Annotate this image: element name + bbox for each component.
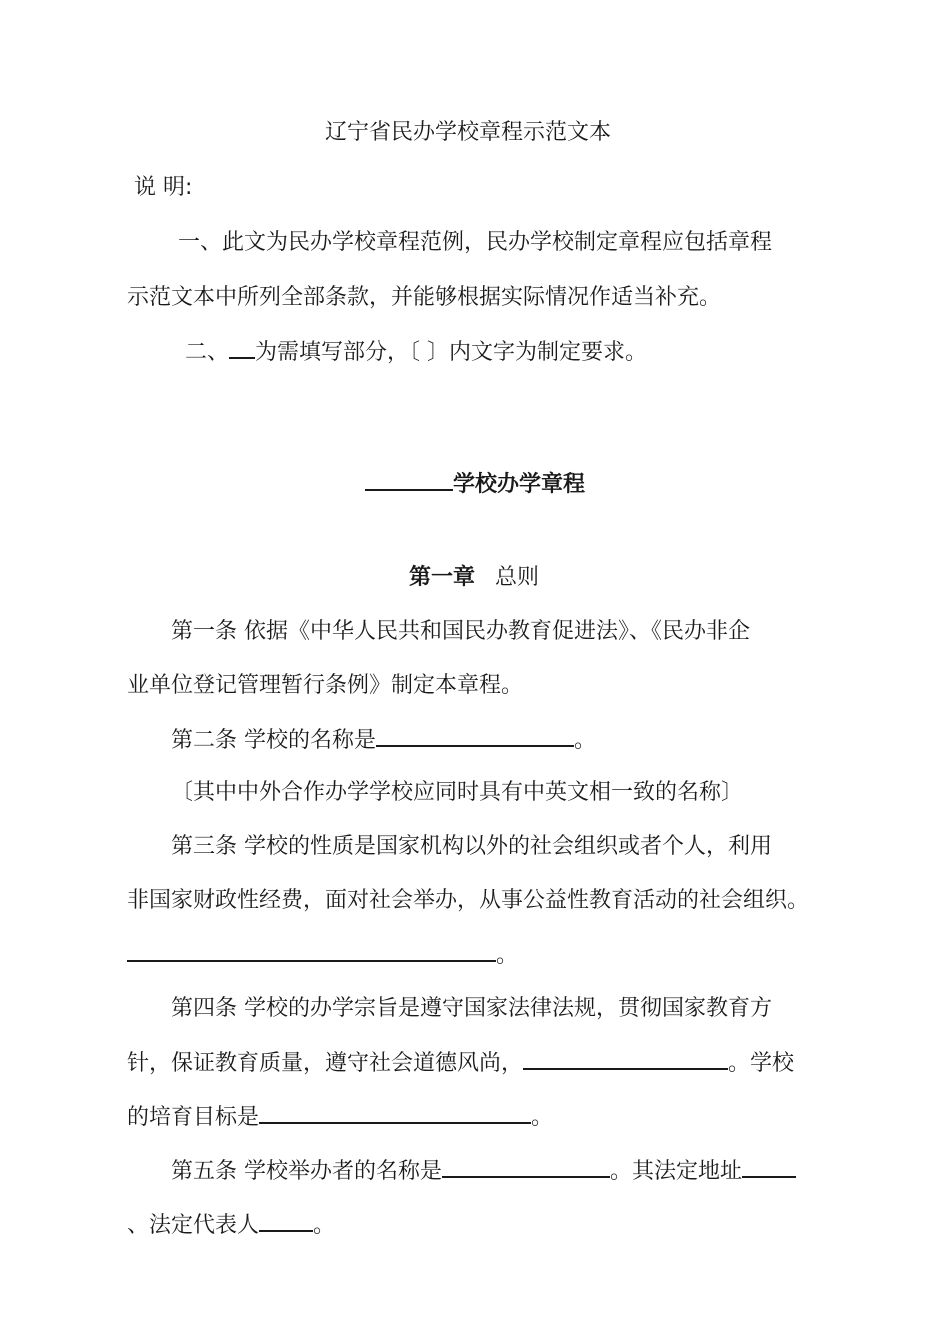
note-item-1-line-1: 一、此文为民办学校章程范例，民办学校制定章程应包括章程 (178, 230, 773, 255)
school-name-blank (365, 469, 453, 491)
article-4-line-2-text: 针，保证教育质量，遵守社会道德风尚， (127, 1051, 524, 1076)
notes-heading: 说 明: (134, 175, 193, 200)
note-item-2-prefix: 二、 (185, 340, 230, 365)
article-4-period: 。 (728, 1051, 751, 1076)
founder-name-field (442, 1156, 610, 1178)
article-4-line-3 (127, 1102, 553, 1133)
charter-title (365, 469, 585, 500)
article-3-field (127, 940, 496, 962)
article-4-line-3-text: 的培育目标是 (127, 1105, 260, 1130)
chapter-heading (409, 563, 539, 593)
article-5-address-label: 其法定地址 (632, 1159, 743, 1184)
chapter-label: 第一章 (409, 565, 476, 590)
article-3-line-1: 第三条 学校的性质是国家机构以外的社会组织或者个人，利用 (171, 834, 772, 859)
article-1-line-2: 业单位登记管理暂行条例》制定本章程。 (127, 673, 524, 698)
article-2-note: 〔其中中外合作办学学校应同时具有中英文相一致的名称〕 (171, 780, 744, 805)
legal-representative-field (259, 1210, 313, 1232)
note-item-2 (185, 337, 647, 368)
article-4-line-2-tail: 学校 (750, 1051, 795, 1076)
document-title: 辽宁省民办学校章程示范文本 (325, 120, 612, 145)
article-2-text: 第二条 学校的名称是 (171, 728, 376, 753)
article-5-text: 第五条 学校举办者的名称是 (171, 1159, 442, 1184)
article-5-period: 。 (610, 1159, 633, 1184)
article-3-line-2: 非国家财政性经费，面对社会举办，从事公益性教育活动的社会组织。 (127, 888, 810, 913)
article-2-period: 。 (574, 728, 597, 753)
school-name-field (376, 725, 574, 747)
charter-title-text: 学校办学章程 (453, 472, 586, 497)
article-4-end-period: 。 (531, 1105, 554, 1130)
article-5-line-1 (171, 1156, 796, 1187)
article-2 (171, 725, 596, 756)
article-5-end-period: 。 (313, 1213, 336, 1238)
article-4-line-1: 第四条 学校的办学宗旨是遵守国家法律法规，贯彻国家教育方 (171, 996, 772, 1021)
article-3-line-3 (127, 940, 518, 971)
article-1-line-1: 第一条 依据《中华人民共和国民办教育促进法》、《民办非企 (171, 619, 750, 644)
note-item-2-text: 为需填写部分，〔 〕内文字为制定要求。 (255, 340, 648, 365)
fill-blank-sample (229, 337, 255, 359)
legal-address-field (742, 1156, 796, 1178)
article-5-rep-label: 、法定代表人 (127, 1213, 260, 1238)
training-goal-field (259, 1102, 531, 1124)
chapter-name: 总则 (495, 565, 540, 590)
note-item-1-line-2: 示范文本中所列全部条款，并能够根据实际情况作适当补充。 (127, 285, 722, 310)
article-3-period: 。 (496, 943, 519, 968)
article-4-line-2 (127, 1048, 794, 1079)
article-5-line-2 (127, 1210, 335, 1241)
article-4-purpose-field (523, 1048, 728, 1070)
